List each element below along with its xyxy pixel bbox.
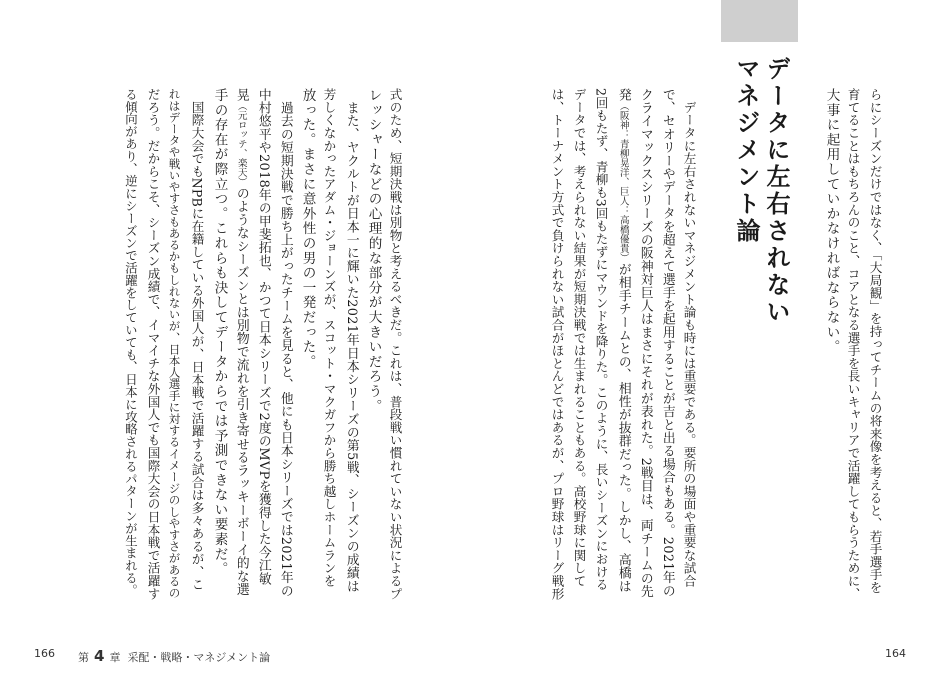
text-line: 放った。まさに意外性の男の一発だった。 [299,88,316,370]
inline-note: （元ロッテ、楽天） [235,101,247,187]
text-line-with-note [234,88,247,596]
text-line: また、ヤクルトが日本一に輝いた2021年日本シリーズの第5戦、シーズンの成績は [343,88,359,593]
text-line: 国際大会でもNPBに在籍している外国人が、日本戦で活躍する試合は多々あるが、こ [189,88,205,591]
text-line: れはデータや戦いやすさもあるかもしれないが、日本人選手に対するイメージのしやすさがあるの [167,88,182,599]
text-line: る傾向があり、逆にシーズンで活躍をしていても、日本に攻略されるパターンが生まれる。 [123,88,139,597]
inline-note: （阪神：青柳晃洋、巨人：高橋優貴） [617,101,629,263]
section-heading-line-2: マネジメント論 [732,56,760,245]
text-line: 式のため、短期決戦は別物と考えるべきだ。これは、普段戦い慣れていない状況によるプ [387,88,403,600]
page-number-left: 166 [34,647,55,660]
text-line: データに左右されないマネジメント論も時には重要である。要所の場面や重要な試合 [681,88,697,588]
text-segment: 発 [615,88,631,102]
chapter-number: 4 [94,647,105,665]
chapter-heading-tab [721,0,798,42]
text-segment: が相手チームとの、相性が抜群だった。しかし、高橋は [615,262,631,593]
text-line: で、セオリーやデータを超えて選手を起用することが吉と出る場合もある。2021年の [659,88,675,598]
text-line: 過去の短期決戦で勝ち上がったチームを見ると、他にも日本シリーズでは2021年の [277,88,293,598]
text-segment: のようなシーズンとは別物で流れを引き寄せるラッキーボーイ的な選 [233,186,249,596]
text-line: クライマックスシリーズの阪神対巨人はまさにそれが表れた。2戦目は、両チームの先 [637,88,653,599]
text-line: 2回もたず、青柳も3回もたずにマウンドを降りた。このように、長いシーズンにおける [593,88,609,591]
text-line: 育てることはもちろんのこと、コアとなる選手を長いキャリアで活躍してもらうために、 [845,88,861,600]
chapter-title: 采配・戦略・マネジメント論 [127,651,271,664]
text-segment: 晃 [233,88,249,102]
text-line: 中村悠平や2018年の甲斐拓也、かつて日本シリーズで2度のMVPを獲得した今江敏 [255,88,271,586]
text-line: らにシーズンだけではなく、「大局観」を持ってチームの将来像を考えると、若手選手を [867,88,883,594]
page-number-right: 164 [885,647,906,660]
chapter-prefix: 第 [78,651,89,664]
text-line: データでは、考えられない結果が短期決戦では生まれることもある。高校野球に関して [571,88,587,588]
text-line: 芳しくなかったアダム・ジョーンズが、スコット・マクガフから勝ち越しホームランを [321,88,337,588]
text-line: は、トーナメント方式で負けられない試合がほとんどではあるが、プロ野球はリーグ戦形 [549,88,565,600]
text-line-with-note [616,88,629,593]
running-footer [78,647,270,665]
section-heading-line-1: データに左右されない [762,56,790,326]
text-line: 手の存在が際立つ。これらも決してデータからでは予測できない要素だ。 [211,88,228,577]
text-line: だろう。だからこそ、シーズン成績で、イマイチな外国人でも国際大会の日本戦で活躍す [145,88,161,600]
text-line: 大事に起用していかなければならない。 [823,88,840,355]
text-line: レッシャーなどの心理的な部分が大きいだろう。 [365,88,382,414]
chapter-suffix: 章 [109,651,121,664]
